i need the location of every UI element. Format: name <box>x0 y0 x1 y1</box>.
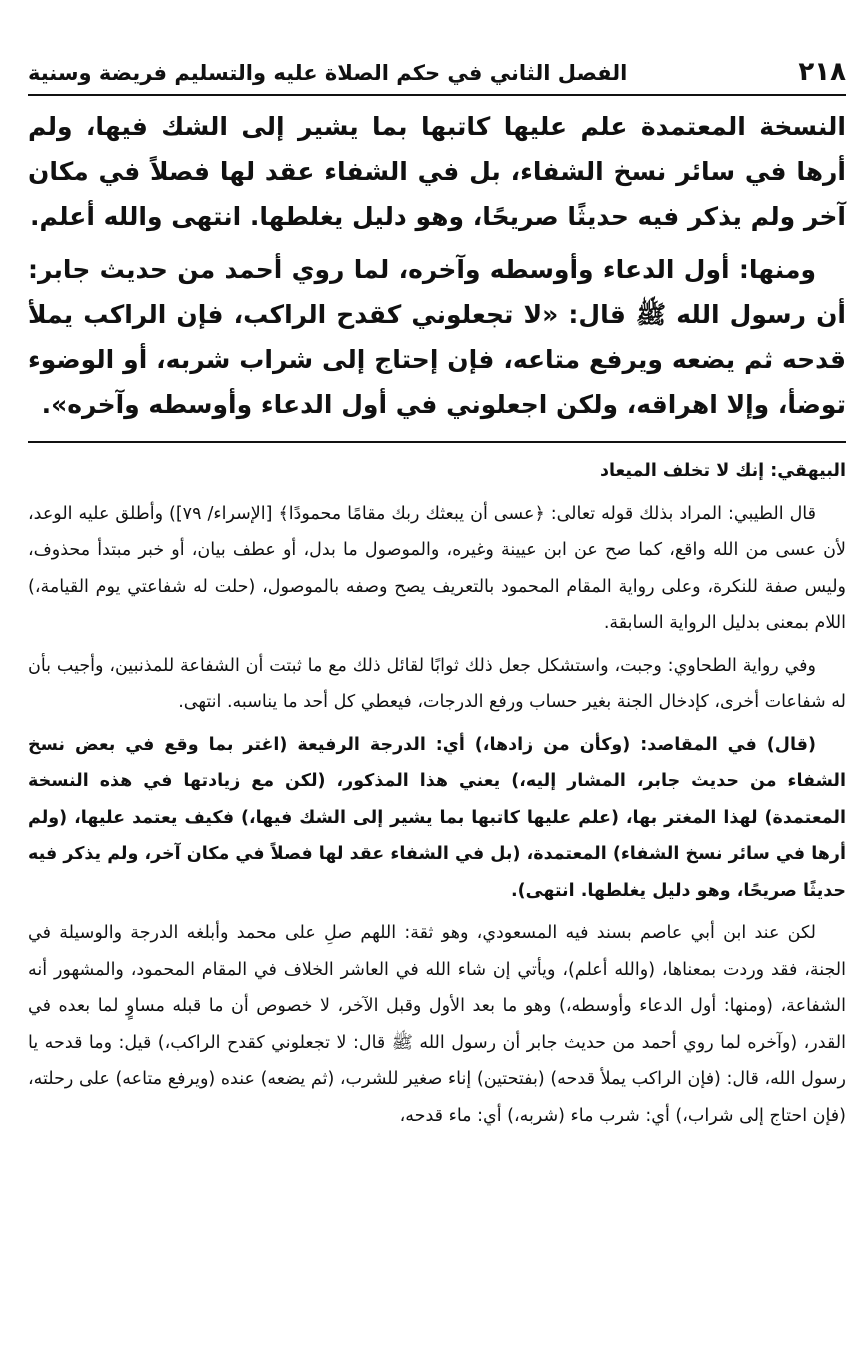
document-page <box>28 52 846 1140</box>
main-paragraph: ومنها: أول الدعاء وأوسطه وآخره، لما روي أحمد من حديث جابر: أن رسول الله ﷺ قال: «لا تجعلوني كقدح الراكب، فإن الراكب يملأ قدحه ثم يضعه ويرفع متاعه، فإن إحتاج إلى شراب شربه، أو الوضوء توضأ، وإلا اهراقه، ولكن اجعلوني في أول الدعاء وأوسطه وآخره». <box>28 255 846 419</box>
commentary-paragraph: البيهقي: إنك لا تخلف الميعاد <box>599 461 846 481</box>
footnote-separator <box>28 441 846 443</box>
running-title: الفصل الثاني في حكم الصلاة عليه والتسليم فريضة وسنية <box>28 61 628 85</box>
commentary-paragraph: قال الطيبي: المراد بذلك قوله تعالى: ﴿عسى أن يبعثك ربك مقامًا محمودًا﴾ [الإسراء/ ٧٩]) وأطلق عليه الوعد، لأن عسى من الله واقع، كما صح عن ابن عيينة وغيره، والموصول ما بدل، أو عطف بيان، أو خبر مبتدأ محذوف، وليس صفة للنكرة، وعلى رواية المقام المحمود بالتعريف يصح وصفه بالموصول، (حلت له شفاعتي يوم القيامة،) اللام بمعنى بدليل الرواية السابقة. <box>28 503 846 633</box>
commentary-paragraph: لكن عند ابن أبي عاصم بسند فيه المسعودي، وهو ثقة: اللهم صلِ على محمد وأبلغه الدرجة والوسيلة في الجنة، فقد وردت بمعناها، (والله أعلم)، ويأتي إن شاء الله في العاشر الخلاف في المقام المحمود، والمشهور أنه الشفاعة، (ومنها: أول الدعاء وأوسطه،) وهو ما بعد الأول وقبل الآخر، لا خصوص أن ما قبله مساوٍ لما بعده في القدر، (وآخره لما روي أحمد من حديث جابر أن رسول الله ﷺ قال: لا تجعلوني كقدح الراكب،) قيل: وما قدحه يا رسول الله، قال: (فإن الراكب يملأ قدحه) (بفتحتين) إناء صغير للشرب، (ثم يضعه) عنده (ويرفع متاعه) على رحلته، (فإن احتاج إلى شراب،) أي: شرب ماء (شربه،) أي: ماء قدحه، <box>28 923 846 1126</box>
page-number: ٢١٨ <box>798 57 846 87</box>
main-paragraph: النسخة المعتمدة علم عليها كاتبها بما يشير إلى الشك فيها، ولم أرها في سائر نسخ الشفاء، بل في الشفاء عقد لها فصلاً في مكان آخر ولم يذكر فيه حديثًا صريحًا، وهو دليل يغلطها. انتهى والله أعلم. <box>28 112 846 231</box>
header-rule <box>28 94 846 96</box>
commentary-paragraph: (قال) في المقاصد: (وكأن من زادها،) أي: الدرجة الرفيعة (اغتر بما وقع في بعض نسخ الشفاء من حديث جابر، المشار إليه،) يعني هذا المذكور، (لكن مع زيادتها في هذه النسخة المعتمدة) لهذا المغتر بها، (علم عليها كاتبها بما يشير إلى الشك فيها،) فكيف يعتمد عليها، (ولم أرها في سائر نسخ الشفاء) المعتمدة، (بل في الشفاء عقد لها فصلاً في مكان آخر، ولم يذكر فيه حديثًا صريحًا، وهو دليل يغلطها. انتهى). <box>28 734 846 901</box>
page-header <box>28 52 846 92</box>
main-text <box>28 104 846 427</box>
commentary <box>28 453 846 1134</box>
commentary-paragraph: وفي رواية الطحاوي: وجبت، واستشكل جعل ذلك ثوابًا لقائل ذلك مع ما ثبتت أن الشفاعة للمذنبين، وأجيب بأن له شفاعات أخرى، كإدخال الجنة بغير حساب ورفع الدرجات، فيعطي كل أحد ما يناسبه. انتهى. <box>28 655 846 712</box>
